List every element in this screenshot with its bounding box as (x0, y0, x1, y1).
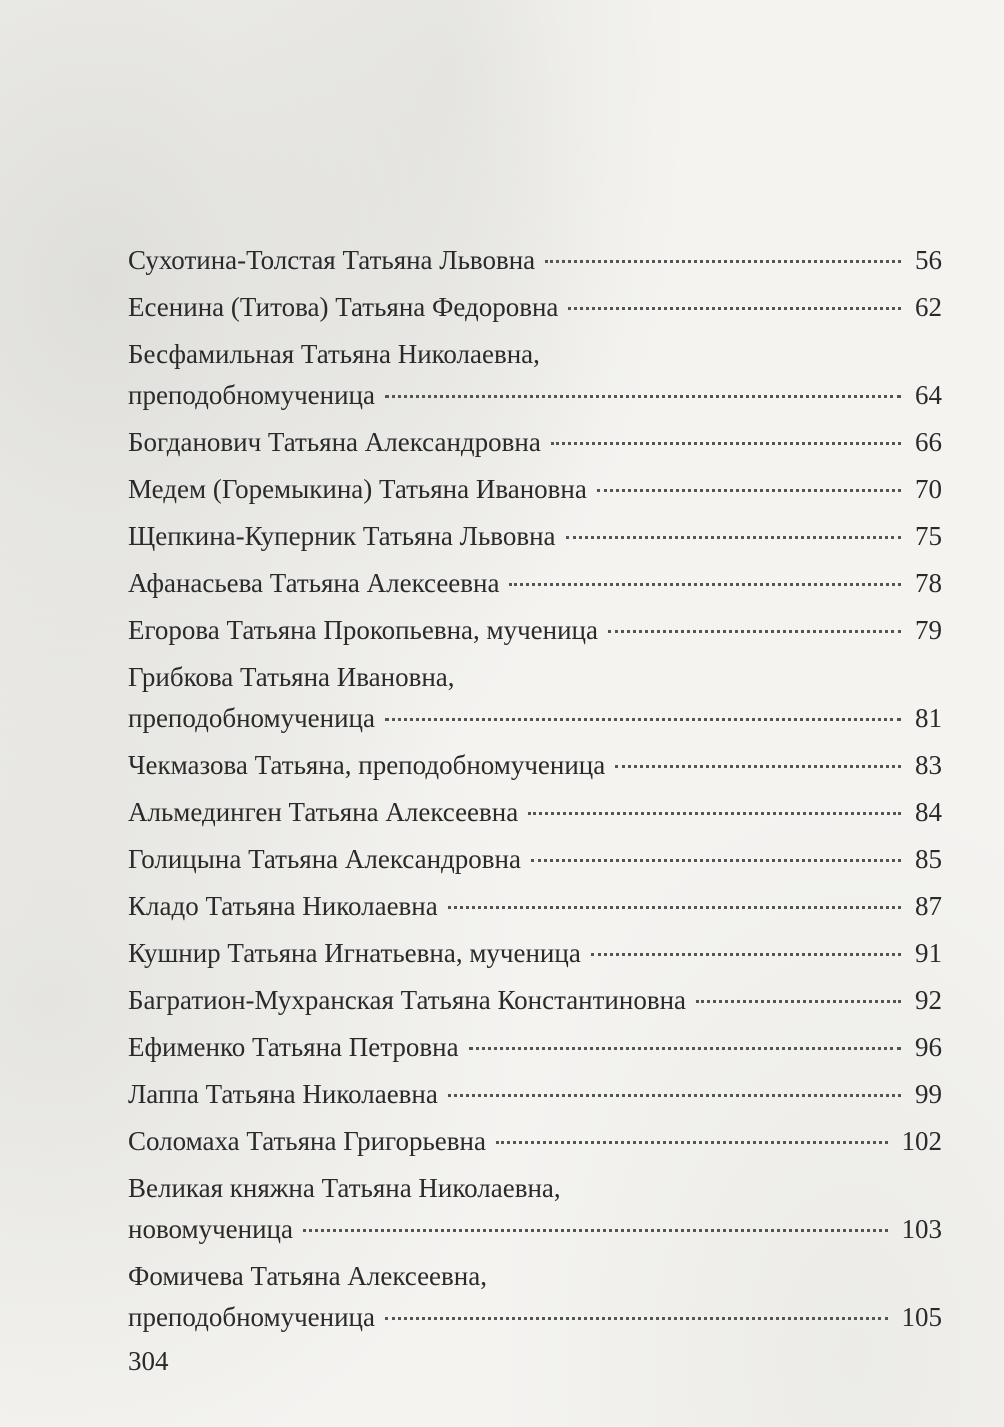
toc-entry-title: Ефименко Татьяна Петровна (128, 1032, 459, 1062)
toc-entry-title: Кладо Татьяна Николаевна (128, 891, 438, 921)
toc-entry-page: 87 (915, 891, 942, 921)
toc-entry-row (128, 980, 942, 1021)
toc-entry-title: Чекмазова Татьяна, преподобномученица (128, 750, 606, 780)
toc-entry-page: 83 (915, 750, 942, 780)
toc-entry-title-line: Фомичева Татьяна Алексеевна, (128, 1261, 487, 1291)
dot-leader (448, 906, 901, 909)
toc-entry-row (128, 1297, 942, 1338)
toc-entry-title: Есенина (Титова) Татьяна Федоровна (128, 292, 559, 322)
dot-leader (545, 260, 901, 263)
toc-entry-page: 91 (915, 938, 942, 968)
dot-leader (509, 583, 901, 586)
toc-entry-title: Афанасьева Татьяна Алексеевна (128, 568, 500, 598)
toc-entry-title: Сухотина-Толстая Татьяна Львовна (128, 245, 536, 275)
toc-entry-row (128, 240, 942, 281)
dot-leader (385, 395, 901, 398)
toc-entry-title: новомученица (128, 1214, 293, 1244)
dot-leader (531, 859, 901, 862)
toc-entry (128, 287, 942, 328)
toc-entry-page: 103 (901, 1214, 942, 1244)
toc-entry-page: 81 (915, 703, 942, 733)
toc-entry-title: Соломаха Татьяна Григорьевна (128, 1126, 486, 1156)
toc-entry (128, 334, 942, 416)
dot-leader (591, 953, 901, 956)
toc-entry-title: Богданович Татьяна Александровна (128, 427, 541, 457)
toc-entry (128, 1027, 942, 1068)
toc-entry-row (128, 933, 942, 974)
toc-entry-row (128, 698, 942, 739)
toc-entry-page: 79 (915, 615, 942, 645)
toc-entry (128, 1168, 942, 1250)
table-of-contents (128, 240, 942, 1344)
toc-entry-page: 102 (901, 1126, 942, 1156)
toc-entry (128, 516, 942, 557)
toc-entry-page: 56 (915, 245, 942, 275)
toc-entry-title: Егорова Татьяна Прокопьевна, мученица (128, 615, 598, 645)
toc-entry-row (128, 469, 942, 510)
toc-entry-page: 75 (915, 521, 942, 551)
toc-entry (128, 1074, 942, 1115)
toc-entry-row (128, 792, 942, 833)
toc-entry (128, 610, 942, 651)
toc-entry (128, 563, 942, 604)
toc-entry-page: 62 (915, 292, 942, 322)
dot-leader (551, 442, 901, 445)
toc-entry-row (128, 516, 942, 557)
toc-entry-row (128, 745, 942, 786)
toc-entry-title: Альмединген Татьяна Алексеевна (128, 797, 519, 827)
toc-entry-page: 105 (901, 1302, 942, 1332)
dot-leader (568, 307, 901, 310)
toc-entry (128, 1256, 942, 1338)
toc-entry-title: Медем (Горемыкина) Татьяна Ивановна (128, 474, 587, 504)
toc-entry-row (128, 610, 942, 651)
toc-entry (128, 839, 942, 880)
toc-entry (128, 657, 942, 739)
toc-entry-page: 85 (915, 844, 942, 874)
dot-leader (469, 1047, 901, 1050)
toc-entry (128, 933, 942, 974)
toc-entry-row (128, 1074, 942, 1115)
toc-entry-title-line: Грибкова Татьяна Ивановна, (128, 662, 455, 692)
toc-entry-row (128, 287, 942, 328)
toc-entry-page: 64 (915, 380, 942, 410)
toc-entry-page: 96 (915, 1032, 942, 1062)
toc-entry-row (128, 422, 942, 463)
toc-entry-title: Голицына Татьяна Александровна (128, 844, 521, 874)
dot-leader (597, 489, 901, 492)
toc-entry-title: преподобномученица (128, 380, 375, 410)
toc-entry-title: Багратион-Мухранская Татьяна Константиновна (128, 985, 687, 1015)
dot-leader (385, 1317, 888, 1320)
toc-entry (128, 469, 942, 510)
toc-entry (128, 240, 942, 281)
toc-entry (128, 792, 942, 833)
dot-leader (385, 718, 901, 721)
toc-entry-title: преподобномученица (128, 1302, 375, 1332)
dot-leader (608, 630, 901, 633)
toc-entry-title: Кушнир Татьяна Игнатьевна, мученица (128, 938, 581, 968)
toc-entry (128, 886, 942, 927)
toc-entry-row (128, 839, 942, 880)
toc-entry (128, 980, 942, 1021)
toc-entry-page: 84 (915, 797, 942, 827)
toc-entry-row (128, 1209, 942, 1250)
toc-entry (128, 745, 942, 786)
toc-entry-row (128, 886, 942, 927)
toc-entry-page: 99 (915, 1079, 942, 1109)
toc-entry-page: 92 (915, 985, 942, 1015)
toc-entry-row (128, 1027, 942, 1068)
dot-leader (615, 765, 901, 768)
toc-entry-row (128, 563, 942, 604)
toc-entry (128, 422, 942, 463)
toc-entry-page: 66 (915, 427, 942, 457)
toc-entry-row (128, 1121, 942, 1162)
toc-entry-title-line: Бесфамильная Татьяна Николаевна, (128, 339, 540, 369)
dot-leader (303, 1229, 888, 1232)
toc-entry-title: Щепкина-Куперник Татьяна Львовна (128, 521, 556, 551)
page-number: 304 (128, 1346, 169, 1376)
toc-entry-row (128, 375, 942, 416)
toc-entry-title: преподобномученица (128, 703, 375, 733)
toc-entry-page: 78 (915, 568, 942, 598)
toc-entry-title: Лаппа Татьяна Николаевна (128, 1079, 438, 1109)
dot-leader (448, 1094, 901, 1097)
dot-leader (528, 812, 901, 815)
dot-leader (566, 536, 901, 539)
toc-entry-page: 70 (915, 474, 942, 504)
dot-leader (496, 1141, 888, 1144)
dot-leader (696, 1000, 901, 1003)
toc-entry (128, 1121, 942, 1162)
toc-entry-title-line: Великая княжна Татьяна Николаевна, (128, 1173, 561, 1203)
